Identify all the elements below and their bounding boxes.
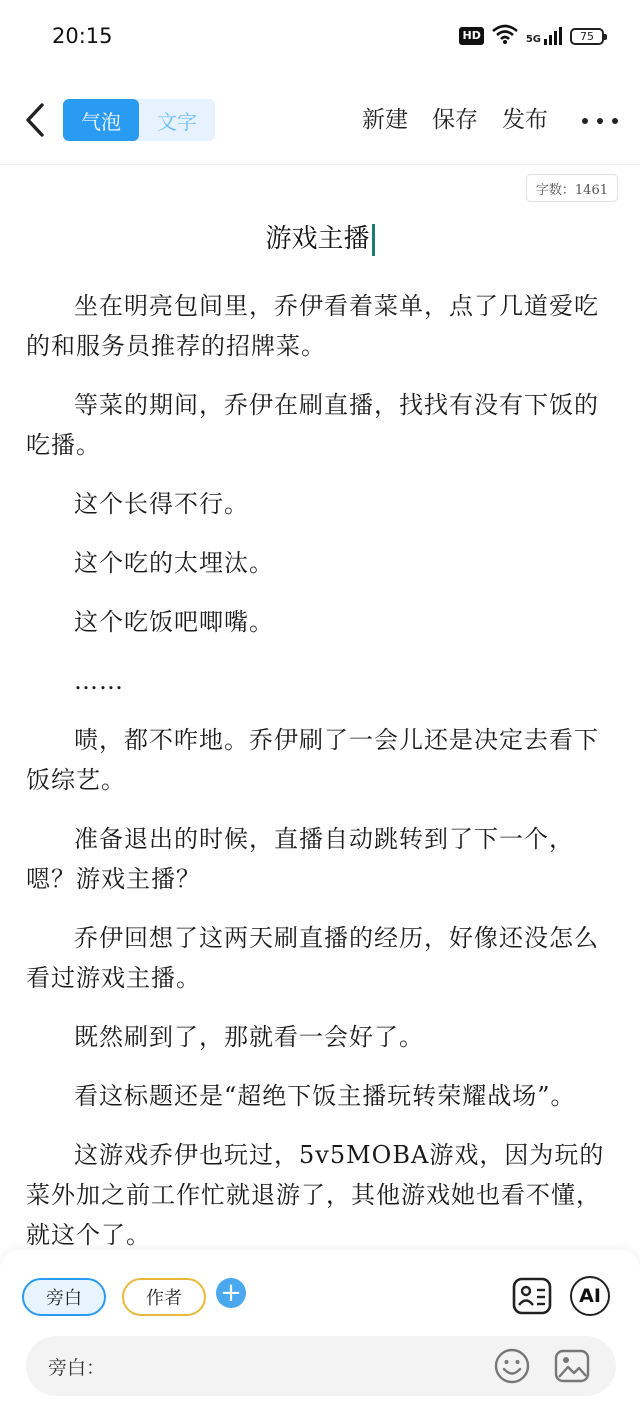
signal-icon: 5G xyxy=(526,27,562,45)
toolbar-actions xyxy=(362,102,548,138)
paragraph: 这个长得不行。 xyxy=(74,490,249,518)
paragraph: 这个吃饭吧唧嘴。 xyxy=(74,608,274,636)
plus-icon: + xyxy=(220,1278,242,1308)
add-role-button[interactable] xyxy=(216,1278,246,1308)
text-caret xyxy=(372,224,375,256)
word-count-badge: 字数：1461 xyxy=(526,174,618,202)
emoji-button[interactable] xyxy=(494,1348,530,1384)
paragraph: 啧，都不咋地。乔伊刷了一会儿还是决定去看下饭综艺。 xyxy=(26,726,599,794)
paragraph: 乔伊回想了这两天刷直播的经历，好像还没怎么看过游戏主播。 xyxy=(26,924,599,992)
contact-card-icon xyxy=(512,1301,552,1320)
document-body[interactable] xyxy=(26,286,620,1250)
paragraph: 准备退出的时候，直播自动跳转到了下一个，嗯？游戏主播？ xyxy=(26,825,574,893)
publish-button[interactable]: 发布 xyxy=(502,107,548,133)
paragraph: …… xyxy=(74,667,124,695)
editor-toolbar xyxy=(0,80,640,165)
role-chip-author[interactable]: 作者 xyxy=(122,1278,206,1316)
insert-image-button[interactable] xyxy=(554,1348,590,1384)
new-button[interactable]: 新建 xyxy=(362,107,408,133)
paragraph: 看这标题还是“超绝下饭主播玩转荣耀战场”。 xyxy=(74,1082,576,1110)
ai-assistant-button[interactable]: AI xyxy=(570,1276,610,1316)
mode-text-button[interactable]: 文字 xyxy=(157,109,197,134)
paragraph: 坐在明亮包间里，乔伊看着菜单，点了几道爱吃的和服务员推荐的招牌菜。 xyxy=(26,292,599,360)
save-button[interactable]: 保存 xyxy=(432,107,478,133)
more-icon xyxy=(582,118,588,124)
status-icons xyxy=(459,24,604,48)
paragraph: 既然刷到了，那就看一会好了。 xyxy=(74,1023,424,1051)
more-button[interactable] xyxy=(582,106,618,136)
bottom-input-panel xyxy=(0,1250,640,1422)
status-time: 20:15 xyxy=(52,24,113,48)
hd-badge: HD xyxy=(459,27,483,45)
role-chip-narrator[interactable]: 旁白 xyxy=(22,1278,106,1316)
paragraph: 等菜的期间，乔伊在刷直播，找找有没有下饭的吃播。 xyxy=(26,391,599,459)
back-button[interactable] xyxy=(18,100,52,144)
dialogue-input[interactable] xyxy=(26,1336,616,1396)
paragraph: 这个吃的太埋汰。 xyxy=(74,549,274,577)
mode-toggle xyxy=(63,99,215,141)
emoji-icon xyxy=(494,1369,530,1388)
mode-bubble-button[interactable]: 气泡 xyxy=(63,99,139,141)
status-bar xyxy=(0,0,640,72)
role-chips xyxy=(22,1278,246,1316)
battery-indicator: 75 xyxy=(570,28,604,45)
back-chevron-icon xyxy=(25,103,45,141)
paragraph: 这游戏乔伊也玩过，5v5MOBA游戏，因为玩的菜外加之前工作忙就退游了，其他游戏她也看不懂，就这个了。 xyxy=(26,1141,605,1249)
document-title[interactable] xyxy=(0,218,640,256)
character-card-button[interactable] xyxy=(512,1276,552,1316)
image-icon xyxy=(554,1369,590,1388)
document-title-text: 游戏主播 xyxy=(265,224,370,254)
input-role-label: 旁白： xyxy=(48,1357,106,1379)
wifi-icon xyxy=(492,24,518,48)
